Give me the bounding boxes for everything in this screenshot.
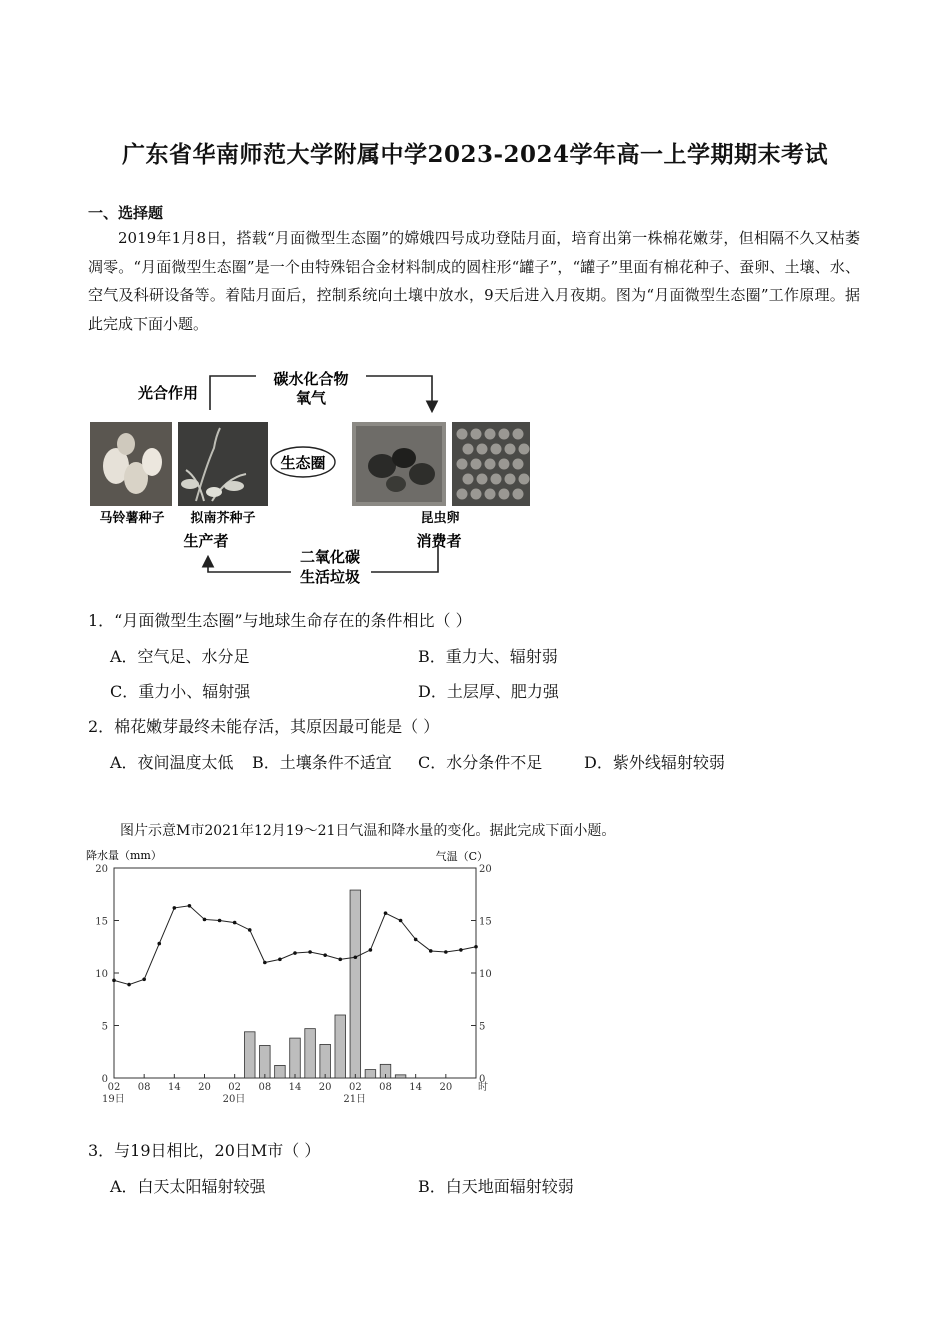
precipitation-bar	[290, 1038, 301, 1078]
insect-egg	[491, 474, 502, 485]
x-tick-label: 20	[318, 1082, 332, 1093]
temperature-point	[112, 979, 116, 983]
insect-egg	[519, 444, 530, 455]
question-3-option-b[interactable]: B．白天地面辐射较弱	[418, 1177, 574, 1196]
silkworm-photo	[352, 422, 446, 506]
temperature-point	[323, 953, 327, 957]
precipitation-bar	[350, 890, 361, 1078]
insect-egg	[485, 489, 496, 500]
day-label: 19日	[102, 1094, 125, 1105]
x-tick-label: 08	[137, 1082, 151, 1093]
temperature-point	[263, 961, 267, 965]
passage-2: 图片示意M市2021年12月19～21日气温和降水量的变化。据此完成下面小题。	[120, 823, 616, 839]
precipitation-bar	[305, 1029, 316, 1078]
arabidopsis-seed-caption: 拟南芥种子	[190, 511, 256, 526]
question-3-option-a[interactable]: A．白天太阳辐射较强	[110, 1177, 266, 1196]
right-tick-label: 10	[479, 969, 492, 980]
temperature-point	[414, 938, 418, 942]
x-tick-label: 08	[258, 1082, 272, 1093]
ecosphere-center	[271, 447, 335, 477]
left-tick-label: 10	[95, 969, 108, 980]
temperature-point	[233, 921, 237, 925]
insect-egg	[499, 459, 510, 470]
x-tick-label: 20	[198, 1082, 211, 1093]
right-tick-label: 5	[479, 1021, 486, 1033]
x-tick-label: 14	[288, 1082, 302, 1093]
page-title: 广东省华南师范大学附属中学2023-2024学年高一上学期期末考试	[121, 141, 829, 168]
temperature-point	[188, 904, 192, 908]
section-heading: 一、选择题	[88, 204, 164, 222]
right-tick-label: 0	[479, 1074, 486, 1085]
right-tick-label: 15	[479, 916, 492, 928]
question-1-option-c[interactable]: C．重力小、辐射强	[110, 682, 251, 701]
carbohydrate-label: 碳水化合物	[273, 370, 349, 388]
question-1-stem: 1．“月面微型生态圈”与地球生命存在的条件相比（ ）	[88, 611, 472, 630]
precipitation-bar	[275, 1065, 286, 1078]
question-1-option-b[interactable]: B．重力大、辐射弱	[418, 647, 558, 666]
question-2-option-a[interactable]: A．夜间温度太低	[110, 753, 234, 772]
question-1-option-a[interactable]: A．空气足、水分足	[110, 647, 250, 666]
producer-label: 生产者	[183, 532, 229, 550]
precipitation-bar	[260, 1045, 271, 1078]
question-2-option-d[interactable]: D．紫外线辐射较弱	[584, 753, 725, 772]
temperature-point	[173, 906, 177, 910]
x-tick-label: 02	[107, 1082, 121, 1093]
insect-egg-caption: 昆虫卵	[420, 511, 460, 526]
temperature-point	[429, 949, 433, 953]
insect-egg	[477, 474, 488, 485]
temperature-point	[293, 951, 297, 955]
precipitation-bar	[365, 1070, 376, 1078]
oxygen-label: 氧气	[295, 389, 327, 407]
x-tick-label: 08	[379, 1082, 392, 1093]
left-axis-label: 降水量（mm）	[86, 849, 162, 862]
insect-egg	[513, 489, 524, 500]
insect-egg	[457, 459, 468, 470]
temperature-line	[114, 906, 476, 985]
precipitation-bar	[395, 1075, 406, 1078]
temperature-point	[459, 948, 463, 952]
temperature-point	[142, 978, 146, 982]
temperature-point	[384, 911, 388, 915]
insect-egg	[463, 444, 474, 455]
insect-egg	[505, 444, 516, 455]
x-tick-label: 14	[167, 1082, 181, 1093]
precipitation-bar	[244, 1032, 255, 1078]
temperature-point	[218, 919, 222, 923]
question-2-stem: 2．棉花嫩芽最终未能存活，其原因最可能是（ ）	[88, 717, 440, 736]
right-tick-label: 20	[479, 864, 492, 875]
insect-egg	[513, 459, 524, 470]
insect-egg	[457, 429, 468, 440]
x-tick-label: 02	[228, 1082, 242, 1093]
x-tick-label: 02	[348, 1082, 362, 1093]
temperature-point	[338, 958, 342, 962]
temperature-point	[444, 950, 448, 954]
temperature-point	[248, 928, 252, 932]
potato-seed-caption: 马铃薯种子	[99, 511, 165, 526]
left-tick-label: 15	[95, 916, 108, 928]
insect-egg	[463, 474, 474, 485]
temperature-point	[278, 958, 282, 962]
passage-1: 2019年1月8日，搭载“月面微型生态圈”的嫦娥四号成功登陆月面，培育出第一株棉花嫩芽，但相隔不久又枯萎凋零。“月面微型生态圈”是一个由特殊铝合金材料制成的圆柱形“罐子”，“罐子”里面有棉花种子、蚕卵、土壤、水、空气及科研设备等。着陆月面后，控制系统向土壤中放水，9天后进入月夜期。图为“月面微型生态圈”工作原理。据此完成下面小题。	[88, 229, 860, 333]
x-unit-label: 时	[478, 1082, 488, 1093]
question-1-option-d[interactable]: D．土层厚、肥力强	[418, 682, 559, 701]
consumer-label: 消费者	[416, 532, 462, 550]
x-tick-label: 20	[439, 1082, 453, 1093]
day-label: 20日	[222, 1094, 246, 1105]
left-tick-label: 20	[95, 864, 108, 875]
left-tick-label: 0	[101, 1074, 108, 1085]
insect-egg	[491, 444, 502, 455]
precipitation-bar	[320, 1044, 331, 1078]
insect-egg	[471, 429, 482, 440]
insect-egg	[513, 429, 524, 440]
temperature-point	[203, 918, 207, 922]
ecosphere-label: 生态圈	[280, 454, 326, 472]
ecosystem-diagram	[86, 366, 546, 590]
temperature-point	[369, 948, 373, 952]
day-label: 21日	[343, 1094, 367, 1105]
insect-egg	[505, 474, 516, 485]
question-2-option-b[interactable]: B．土壤条件不适宜	[252, 753, 392, 772]
temperature-precipitation-chart	[84, 846, 496, 1106]
insect-egg	[519, 474, 530, 485]
insect-egg	[499, 489, 510, 500]
photosynthesis-label: 光合作用	[138, 384, 199, 402]
potato-seed-photo	[90, 422, 172, 506]
arabidopsis-seed-photo	[178, 422, 268, 506]
temperature-point	[157, 942, 161, 946]
insect-egg	[485, 459, 496, 470]
x-tick-label: 14	[409, 1082, 423, 1093]
temperature-point	[399, 919, 403, 923]
insect-egg	[471, 489, 482, 500]
right-axis-label: 气温（C）	[435, 850, 488, 863]
question-3-stem: 3．与19日相比，20日M市（ ）	[88, 1141, 321, 1160]
precipitation-bar	[335, 1015, 346, 1078]
insect-egg	[485, 429, 496, 440]
left-tick-label: 5	[101, 1021, 108, 1033]
temperature-point	[308, 950, 312, 954]
insect-egg-photo	[452, 422, 530, 506]
waste-label: 生活垃圾	[299, 568, 361, 586]
co2-label: 二氧化碳	[299, 548, 361, 566]
temperature-point	[354, 955, 358, 959]
insect-egg	[457, 489, 468, 500]
temperature-point	[127, 983, 131, 987]
question-2-option-c[interactable]: C．水分条件不足	[418, 753, 543, 772]
temperature-point	[474, 945, 478, 949]
insect-egg	[499, 429, 510, 440]
insect-egg	[477, 444, 488, 455]
insect-egg	[471, 459, 482, 470]
